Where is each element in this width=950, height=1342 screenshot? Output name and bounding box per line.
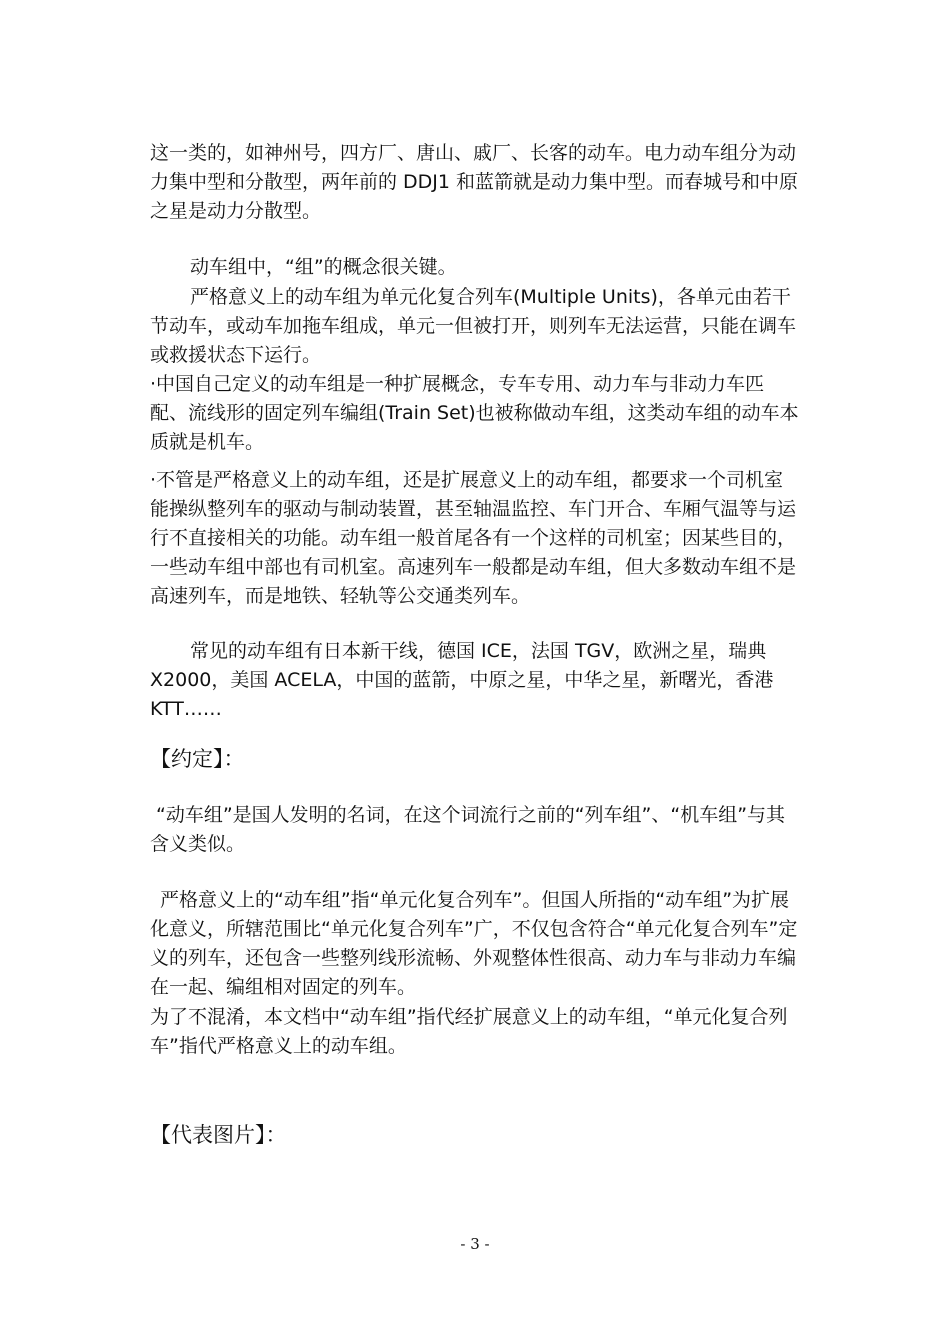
- heading-representative-pictures: 【代表图片】：: [150, 1123, 287, 1147]
- paragraph-extended-meaning: 严格意义上的“动车组”指“单元化复合列车”。但国人所指的“动车组”为扩展化意义，所辖范围比“单元化复合列车”广，不仅包含符合“单元化复合列车”定义的列车，还包含一些整列线形流畅、外观整体性很高、动力车与非动力车编在一起、编组相对固定的列车。: [150, 889, 798, 998]
- paragraph-group-concept: 动车组中，“组”的概念很关键。: [190, 256, 457, 278]
- paragraph-driver-cab: ·不管是严格意义上的动车组，还是扩展意义上的动车组，都要求一个司机室能操纵整列车的驱动与制动装置，甚至轴温监控、车门开合、车厢气温等与运行不直接相关的功能。动车组一般首尾各有一个这样的司机室；因某些目的，一些动车组中部也有司机室。高速列车一般都是动车组，但大多数动车组不是高速列车，而是地铁、轻轨等公交通类列车。: [150, 469, 797, 607]
- paragraph-emu-types: 这一类的，如神州号，四方厂、唐山、戚厂、长客的动车。电力动车组分为动力集中型和分散型，两年前的 DDJ1 和蓝箭就是动力集中型。而春城号和中原之星是动力分散型。: [150, 142, 799, 222]
- paragraph-term-origin: “动车组”是国人发明的名词，在这个词流行之前的“列车组”、“机车组”与其含义类似。: [150, 804, 786, 855]
- heading-convention: 【约定】：: [150, 747, 245, 771]
- paragraph-common-emus: 常见的动车组有日本新干线，德国 ICE，法国 TGV，欧洲之星，瑞典 X2000，美国 ACELA，中国的蓝箭，中原之星，中华之星，新曙光，香港 KTT……: [150, 640, 774, 720]
- paragraph-strict-definition: 严格意义上的动车组为单元化复合列车(Multiple Units)，各单元由若干节动车，或动车加拖车组成，单元一但被打开，则列车无法运营，只能在调车或救援状态下运行。: [150, 286, 797, 366]
- page-number: - 3 -: [460, 1235, 490, 1253]
- paragraph-china-definition: ·中国自己定义的动车组是一种扩展概念，专车专用、动力车与非动力车匹配、流线形的固定列车编组(Train Set)也被称做动车组，这类动车组的动车本质就是机车。: [150, 373, 799, 453]
- paragraph-terminology-note: 为了不混淆，本文档中“动车组”指代经扩展意义上的动车组，“单元化复合列车”指代严格意义上的动车组。: [150, 1006, 788, 1057]
